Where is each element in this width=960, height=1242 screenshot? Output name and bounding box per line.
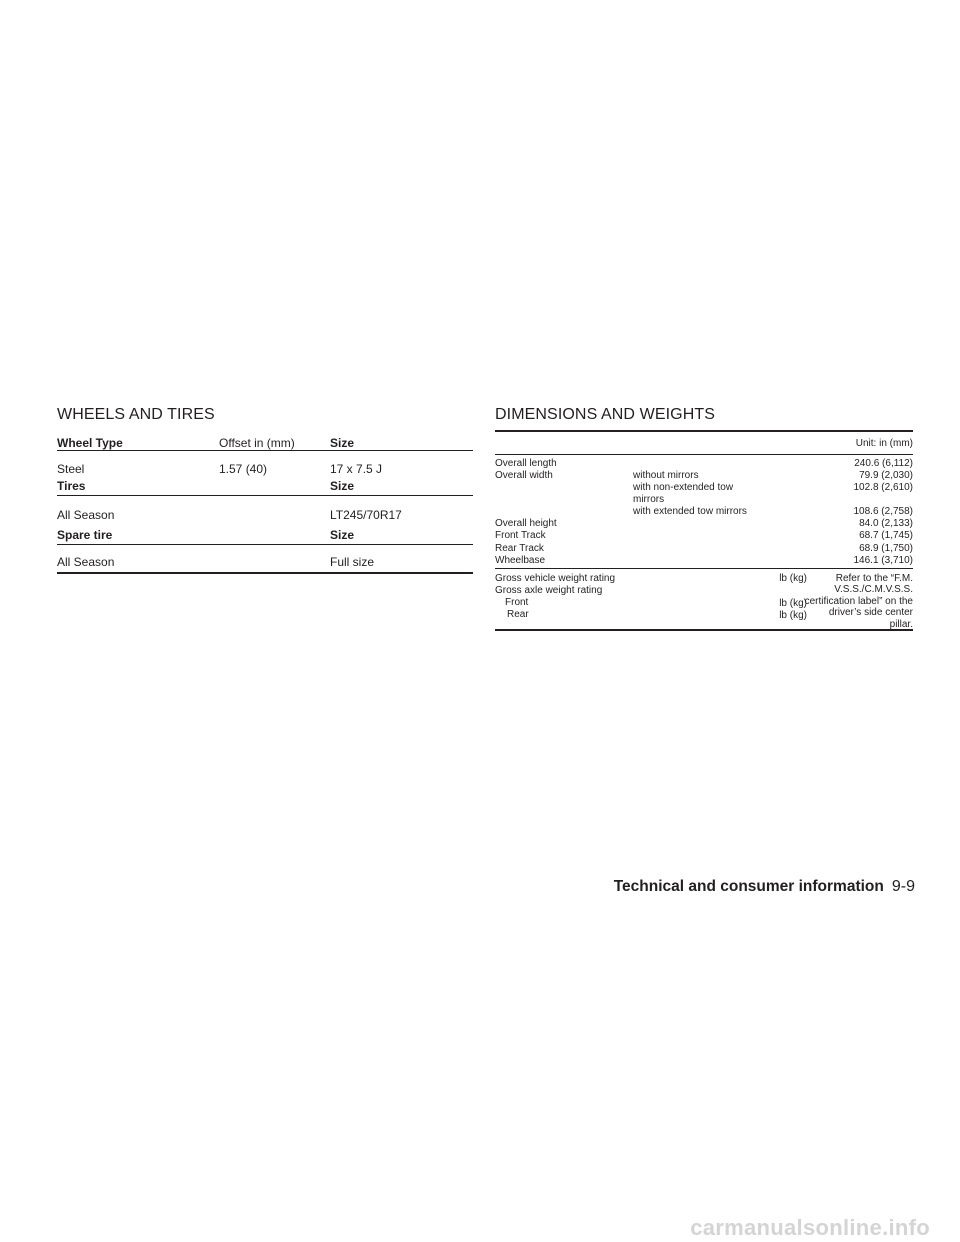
page-footer [614,878,915,896]
dim-value: 102.8 (2,610) [853,482,913,493]
spare-size-header: Size [330,528,355,542]
dim-row-wheelbase [495,555,913,567]
spare-header-row [57,526,473,542]
tires-size-header: Size [330,479,355,493]
gvwr-label: Gross vehicle weight rating [495,573,616,584]
certification-label-note: Refer to the “F.M. V.S.S./C.M.V.S.S. certification label” on the driver’s side center pillar. [804,573,913,630]
gawr-rear-unit: lb (kg) [779,610,807,621]
watermark: carmanualsonline.info [690,1215,930,1240]
tires-type-value: All Season [57,508,115,522]
tires-header: Tires [57,479,86,493]
wheel-type-value: Steel [57,462,85,476]
tires-header-row [57,477,473,493]
dim-value: 240.6 (6,112) [854,458,913,469]
unit-label: Unit: in (mm) [855,438,913,449]
wheel-offset-value: 1.57 (40) [219,462,268,476]
dim-label: Rear Track [495,542,544,554]
dim-row-overall-length [495,458,913,470]
wheel-row [57,460,473,476]
tires-size-value: LT245/70R17 [330,508,402,522]
dim-value: 68.9 (1,750) [859,542,913,554]
weights-block [495,569,913,629]
gawr-label: Gross axle weight rating [495,585,603,596]
dim-row-extended-mirrors [495,506,913,518]
dim-row-overall-height [495,518,913,530]
dim-label: Front Track [495,530,546,541]
dim-value: 146.1 (3,710) [853,555,913,566]
wheel-type-header: Wheel Type [57,436,123,450]
dim-value: 84.0 (2,133) [859,518,913,529]
wheels-tires-table [57,434,473,574]
wheel-size-value: 17 x 7.5 J [330,462,383,476]
tires-row [57,506,473,522]
dim-label: Wheelbase [495,555,546,566]
dimensions-and-weights-title: DIMENSIONS AND WEIGHTS [495,406,715,423]
dim-row-non-extended-mirrors [495,482,913,506]
dim-row-overall-width [495,470,913,482]
spare-row [57,553,473,569]
dim-detail: with extended tow mirrors [633,506,747,517]
wheels-and-tires-title: WHEELS AND TIRES [57,406,215,423]
dim-detail: with non-extended tow mirrors [633,482,734,505]
spare-type-value: All Season [57,555,115,569]
dim-value: 79.9 (2,030) [859,470,913,481]
dimensions-table [495,430,913,631]
gawr-front-unit: lb (kg) [779,598,807,609]
dim-row-rear-track [495,543,913,556]
footer-section-title: Technical and consumer information [613,878,884,895]
dim-value: 68.7 (1,745) [859,530,913,541]
dim-value: 108.6 (2,758) [853,506,913,517]
size-header: Size [330,436,355,450]
offset-header: Offset in (mm) [219,436,295,450]
spare-size-value: Full size [330,555,375,569]
gawr-front-label: Front [505,597,529,608]
dim-label: Overall length [495,458,557,469]
wheel-type-header-row [57,434,473,450]
page-number: 9-9 [891,878,915,895]
spare-tire-header: Spare tire [57,528,113,542]
dim-detail: without mirrors [633,470,699,481]
gawr-rear-label: Rear [507,609,529,620]
gvwr-unit: lb (kg) [779,573,807,584]
dim-label: Overall width [495,470,553,481]
dim-row-front-track [495,530,913,543]
dim-label: Overall height [495,518,557,529]
